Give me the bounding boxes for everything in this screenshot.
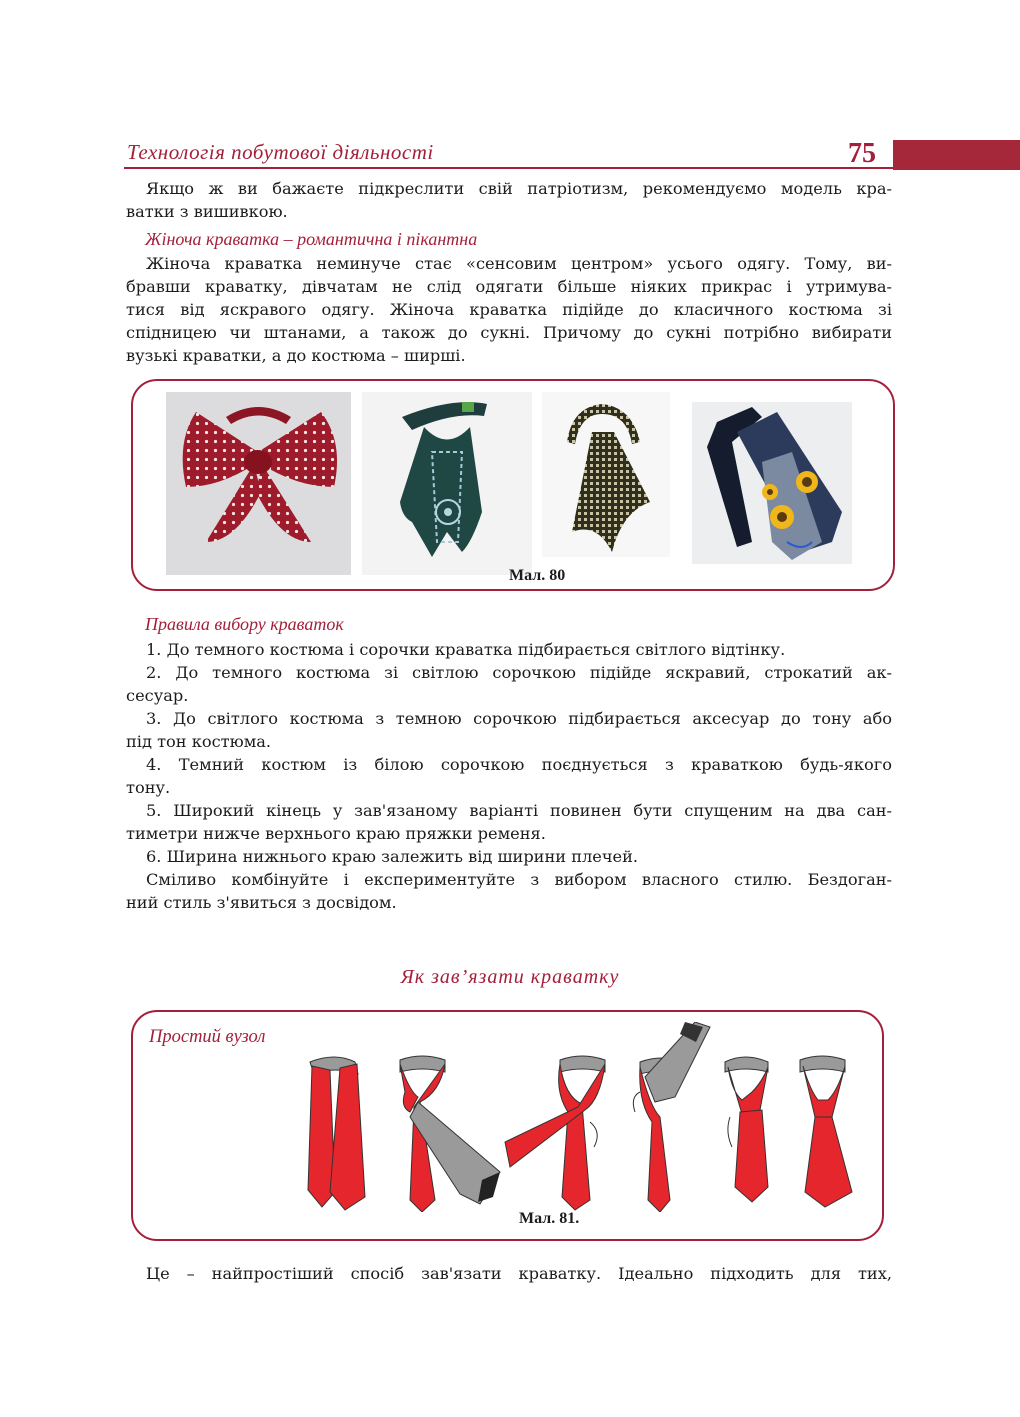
closing-paragraph	[126, 1262, 892, 1285]
page-number: 75	[848, 138, 876, 169]
list-item: 4. Темний костюм із білою сорочкою поєднується з краваткою будь-якого	[146, 755, 892, 774]
text-line: Це – найпростіший спосіб зав'язати краватку. Ідеально підходить для тих,	[146, 1264, 892, 1283]
text-line: ватки з вишивкою.	[126, 202, 288, 221]
text-line: тися від яскравого одягу. Жіноча краватка підійде до класичного костюма зі	[126, 300, 892, 319]
embroidered-jabot-tie-photo	[362, 392, 532, 575]
figure-81-caption: Мал. 81.	[519, 1210, 580, 1227]
text-line: бравши краватку, дівчатам не слід одягати більше ніяких прикрас і утримува-	[126, 277, 892, 296]
tie-step-6	[800, 1056, 852, 1207]
header-rule	[124, 167, 894, 169]
figure-80-caption: Мал. 80	[509, 567, 566, 584]
tie-steps-illustration	[300, 1022, 860, 1212]
running-header-title: Технологія побутової діяльності	[127, 140, 434, 164]
tie-step-3	[505, 1056, 605, 1210]
list-item: 2. До темного костюма зі світлою сорочкою підійде яскравий, строкатий ак-	[146, 663, 892, 682]
text-line: Жіноча краватка неминуче стає «сенсовим центром» усього одягу. Тому, ви-	[146, 254, 892, 273]
text-line: спідницею чи штанами, а також до сукні. Причому до сукні потрібно вибирати	[126, 323, 892, 342]
tie-step-4	[633, 1022, 710, 1212]
text-line: ний стиль з'явиться з досвідом.	[126, 893, 397, 912]
women-tie-paragraph	[126, 252, 892, 367]
list-item: 3. До світлого костюма з темною сорочкою підбирається аксесуар до тону або	[146, 709, 892, 728]
section-heading-rules: Правила вибору краваток	[145, 614, 344, 634]
section-heading-women-tie: Жіноча краватка – романтична і пікантна	[145, 229, 478, 249]
list-item-continuation: сесуар.	[126, 686, 189, 705]
bow-tie-photo	[166, 392, 351, 575]
list-item-continuation: під тон костюма.	[126, 732, 272, 751]
tie-step-5	[725, 1057, 768, 1202]
list-item: 5. Широкий кінець у зав'язаному варіанті повинен бути спущеним на два сан-	[146, 801, 892, 820]
checkered-ascot-tie-photo	[542, 392, 670, 557]
list-item: 6. Ширина нижнього краю залежить від ширини плечей.	[146, 847, 639, 866]
tie-step-1	[308, 1057, 365, 1210]
list-item-continuation: тиметри нижче верхнього краю пряжки ременя.	[126, 824, 546, 843]
sunflower-embroidered-ties-photo	[692, 402, 852, 564]
rules-list	[126, 638, 892, 914]
list-item-continuation: тону.	[126, 778, 171, 797]
text-line: Сміливо комбінуйте і експериментуйте з вибором власного стилю. Бездоган-	[146, 870, 892, 889]
section-heading-how-to-tie: Як зав’язати краватку	[400, 966, 620, 988]
text-line: Якщо ж ви бажаєте підкреслити свій патріотизм, рекомендуємо модель кра-	[146, 179, 892, 198]
simple-knot-label: Простий вузол	[149, 1027, 266, 1047]
header-accent-bar	[893, 140, 1020, 170]
intro-paragraph	[126, 177, 892, 223]
text-line: вузькі краватки, а до костюма – ширші.	[126, 346, 466, 365]
list-item: 1. До темного костюма і сорочки краватка підбирається світлого відтінку.	[146, 640, 786, 659]
tie-step-2	[400, 1056, 500, 1212]
